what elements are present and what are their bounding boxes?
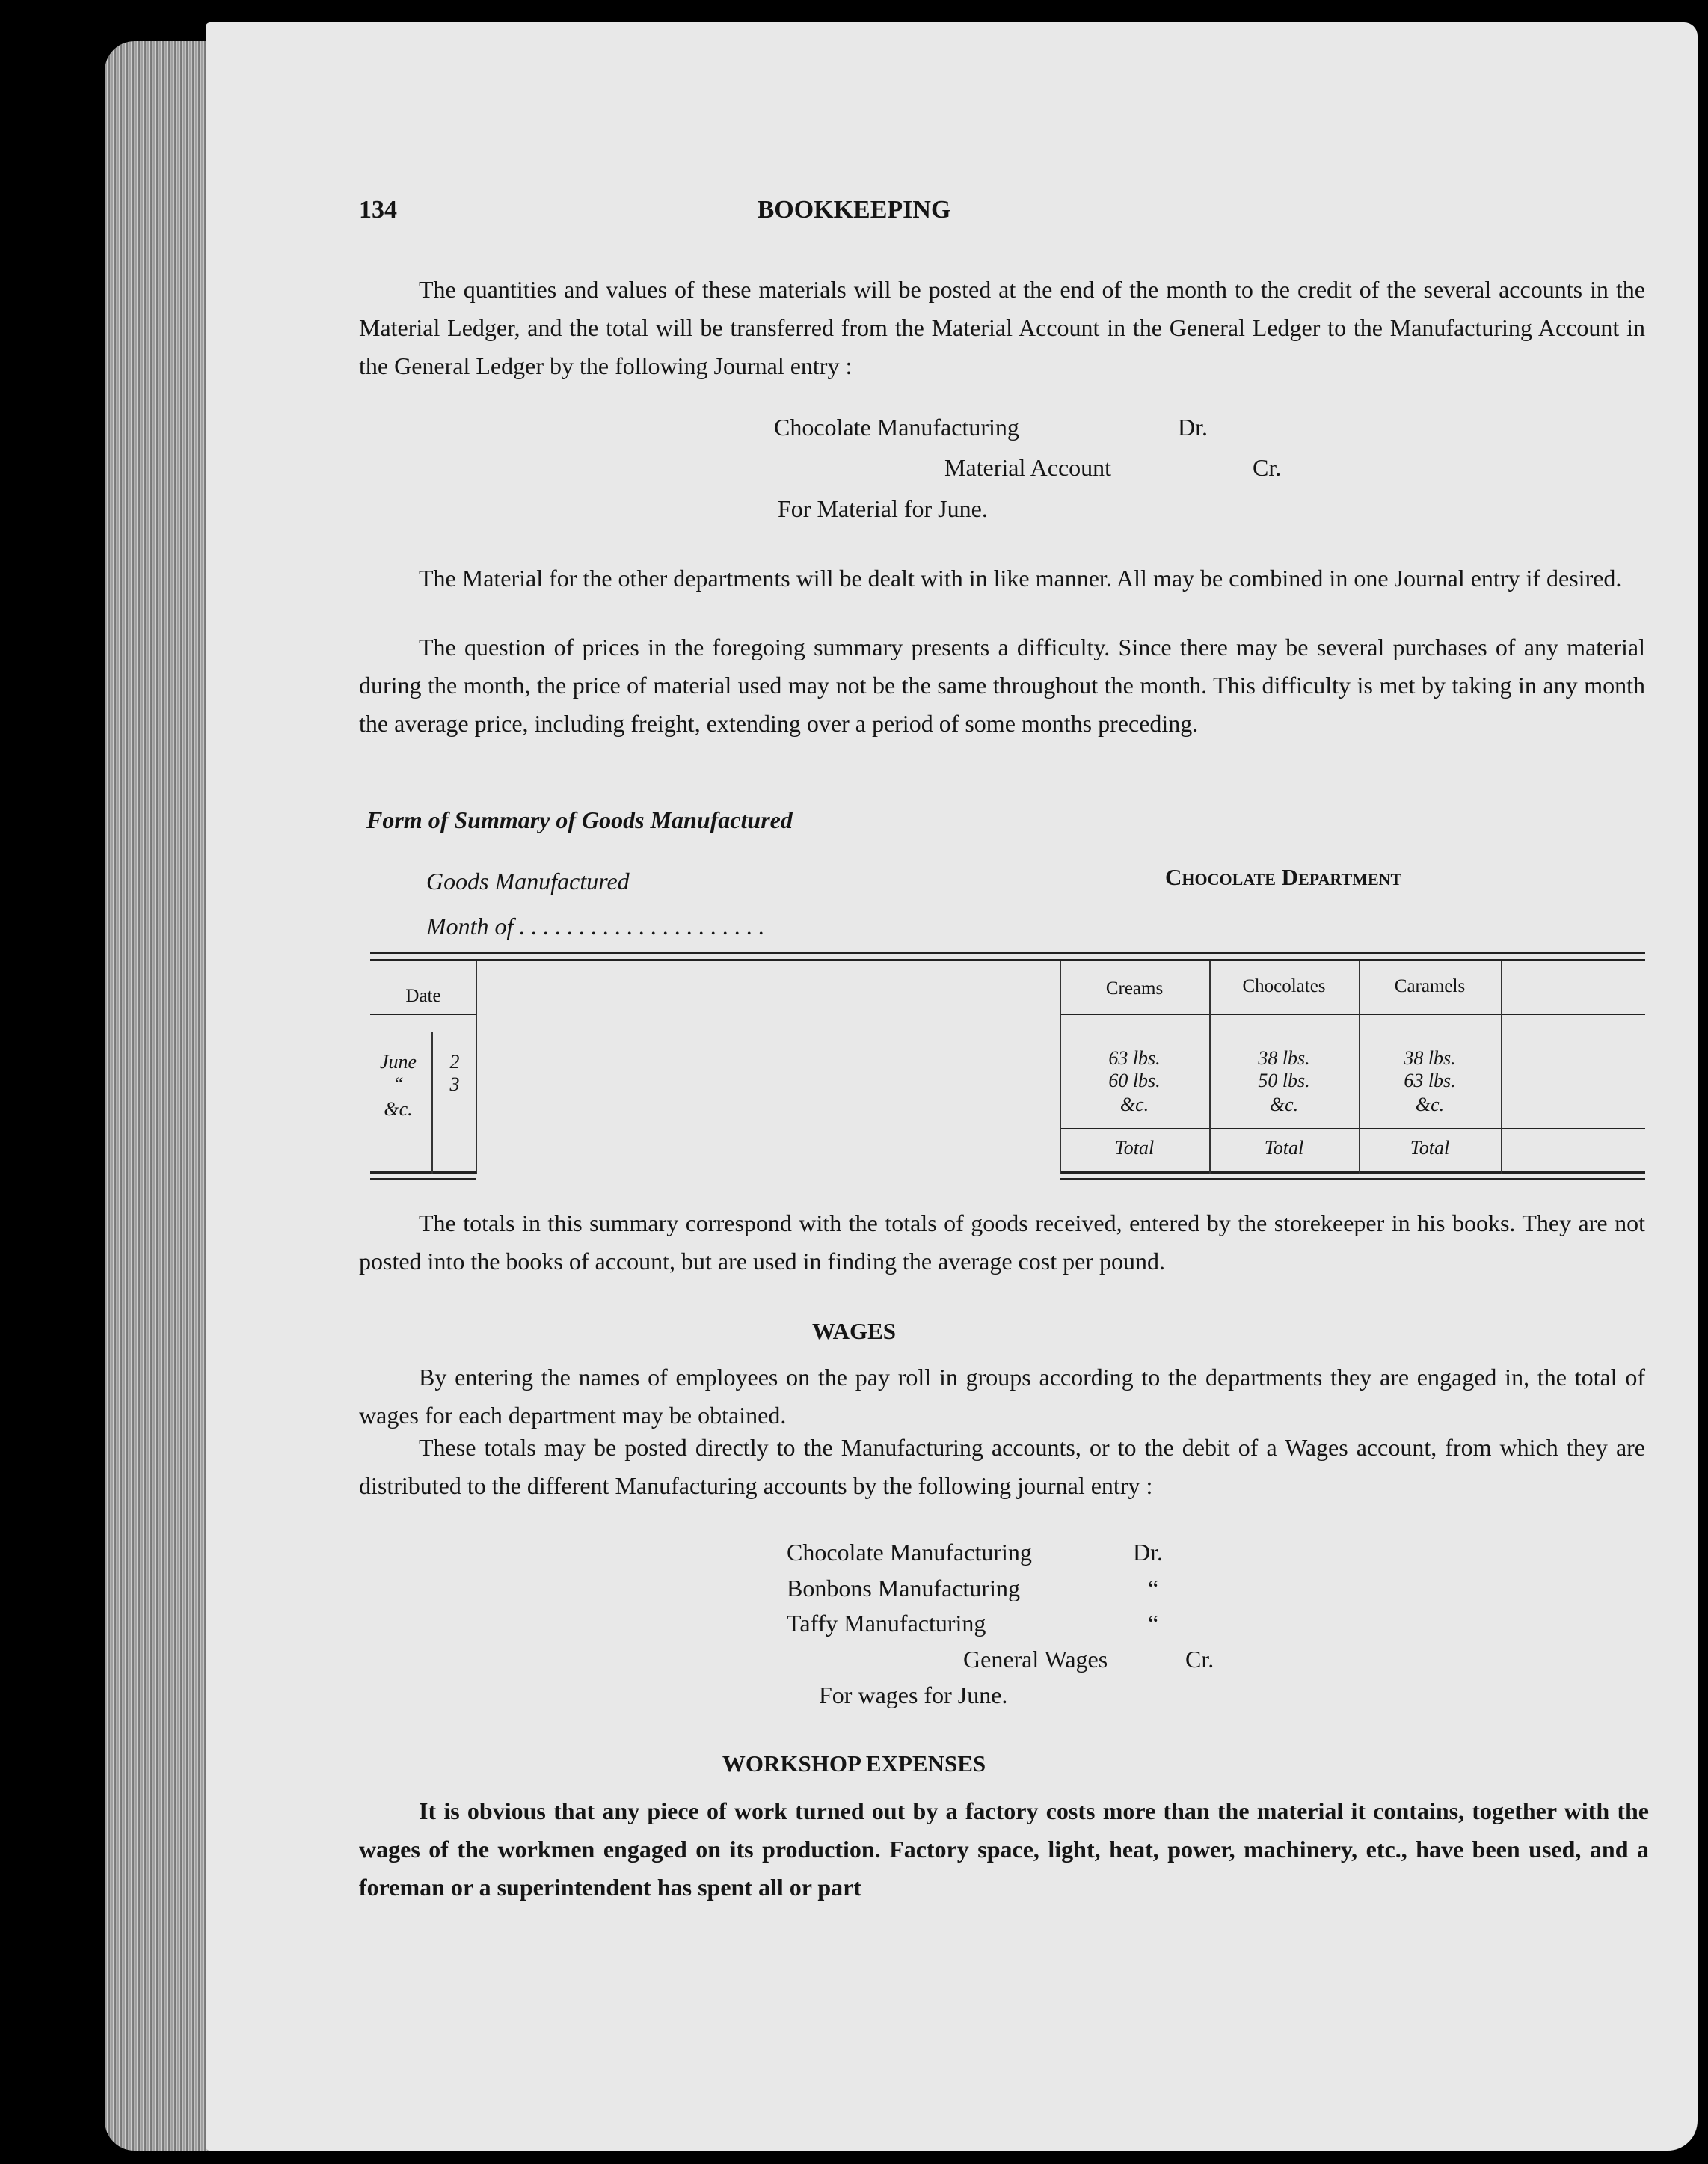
caramels-value-3: &c. [1415, 1094, 1445, 1115]
department-label: Chocolate Department [1165, 864, 1402, 890]
chocolates-value-2: 50 lbs. [1258, 1070, 1310, 1091]
creams-column-header: Creams [1105, 978, 1164, 999]
chocolates-total: Total [1264, 1137, 1304, 1159]
wages-entry-taffy-ditto: “ [1148, 1610, 1159, 1637]
chocolates-value-1: 38 lbs. [1258, 1047, 1310, 1069]
date-row-1-day: 2 [449, 1051, 460, 1073]
form-caption: Form of Summary of Goods Manufactured [366, 806, 793, 833]
caramels-total: Total [1410, 1137, 1450, 1159]
workshop-expenses-heading: WORKSHOP EXPENSES [722, 1750, 986, 1777]
caramels-value-1: 38 lbs. [1404, 1047, 1456, 1069]
wages-entry-taffy: Taffy Manufacturing [787, 1610, 986, 1637]
page-number: 134 [359, 196, 397, 224]
paragraph-materials-posting: The quantities and values of these materials will be posted at the end of the month to the credit of the several accounts in the Material Ledger, and the total will be transferred from the Material Account in the General Ledger to the Manufacturing Account in the General Ledger by the following Journal entry : [359, 276, 1645, 379]
paragraph-totals: The totals in this summary correspond with the totals of goods received, entered by the storekeeper in his books. They are not posted into the books of account, but are used in finding the average cost per pound. [359, 1210, 1645, 1275]
chocolates-value-3: &c. [1269, 1094, 1299, 1115]
entry1-credit-mark: Cr. [1253, 454, 1282, 481]
paragraph-wages-posting: These totals may be posted directly to the Manufacturing accounts, or to the debit of a Wages account, from which they are distributed to the different Manufacturing accounts by the following journal entry : [359, 1434, 1645, 1499]
running-title: BOOKKEEPING [757, 196, 951, 224]
wages-entry-chocolate-dr: Dr. [1133, 1539, 1163, 1566]
wages-entry-general-wages-cr: Cr. [1185, 1646, 1214, 1673]
paragraph-workshop-expenses: It is obvious that any piece of work turned out by a factory costs more than the material it contains, together with the wages of the workmen engaged on its production. Factory space, light, heat, power, machinery, etc., have been used, and a foreman or a superintendent has spent all or part [359, 1797, 1649, 1901]
wages-entry-narration: For wages for June. [819, 1682, 1008, 1708]
paragraph-prices: The question of prices in the foregoing summary presents a difficulty. Since there may be several purchases of any material during the month, the price of material used may not be the same throughout the month. This difficulty is met by taking in any month the average price, including freight, extending over a period of some months preceding. [359, 634, 1645, 737]
entry1-credit-account: Material Account [944, 454, 1112, 481]
paragraph-other-departments: The Material for the other departments will be dealt with in like manner. All may be combined in one Journal entry if desired. [419, 565, 1622, 592]
caramels-value-2: 63 lbs. [1404, 1070, 1456, 1091]
chocolates-column-header: Chocolates [1242, 976, 1326, 996]
creams-total: Total [1114, 1137, 1155, 1159]
wages-heading: WAGES [812, 1318, 896, 1344]
wages-entry-bonbons: Bonbons Manufacturing [787, 1575, 1020, 1601]
wages-entry-bonbons-ditto: “ [1148, 1575, 1159, 1601]
date-row-1-month: June [379, 1051, 417, 1073]
paragraph-wages-payroll: By entering the names of employees on the pay roll in groups according to the departments they are engaged in, the total of wages for each department may be obtained. [359, 1364, 1645, 1429]
creams-value-1: 63 lbs. [1108, 1047, 1161, 1069]
date-row-3-month: &c. [384, 1098, 413, 1120]
wages-entry-general-wages: General Wages [963, 1646, 1108, 1673]
date-column-header: Date [405, 986, 441, 1006]
entry1-debit-mark: Dr. [1178, 414, 1208, 441]
entry1-debit-account: Chocolate Manufacturing [774, 414, 1019, 441]
date-row-2-day: 3 [449, 1073, 460, 1095]
book-spine [105, 41, 217, 2151]
entry1-narration: For Material for June. [778, 495, 988, 522]
date-row-2-month: “ [393, 1073, 404, 1095]
wages-entry-chocolate: Chocolate Manufacturing [787, 1539, 1032, 1566]
creams-value-2: 60 lbs. [1108, 1070, 1161, 1091]
creams-value-3: &c. [1119, 1094, 1149, 1115]
month-of-label: Month of . . . . . . . . . . . . . . . . . . . . . [426, 913, 765, 940]
goods-manufactured-label: Goods Manufactured [426, 868, 630, 895]
caramels-column-header: Caramels [1394, 976, 1466, 996]
